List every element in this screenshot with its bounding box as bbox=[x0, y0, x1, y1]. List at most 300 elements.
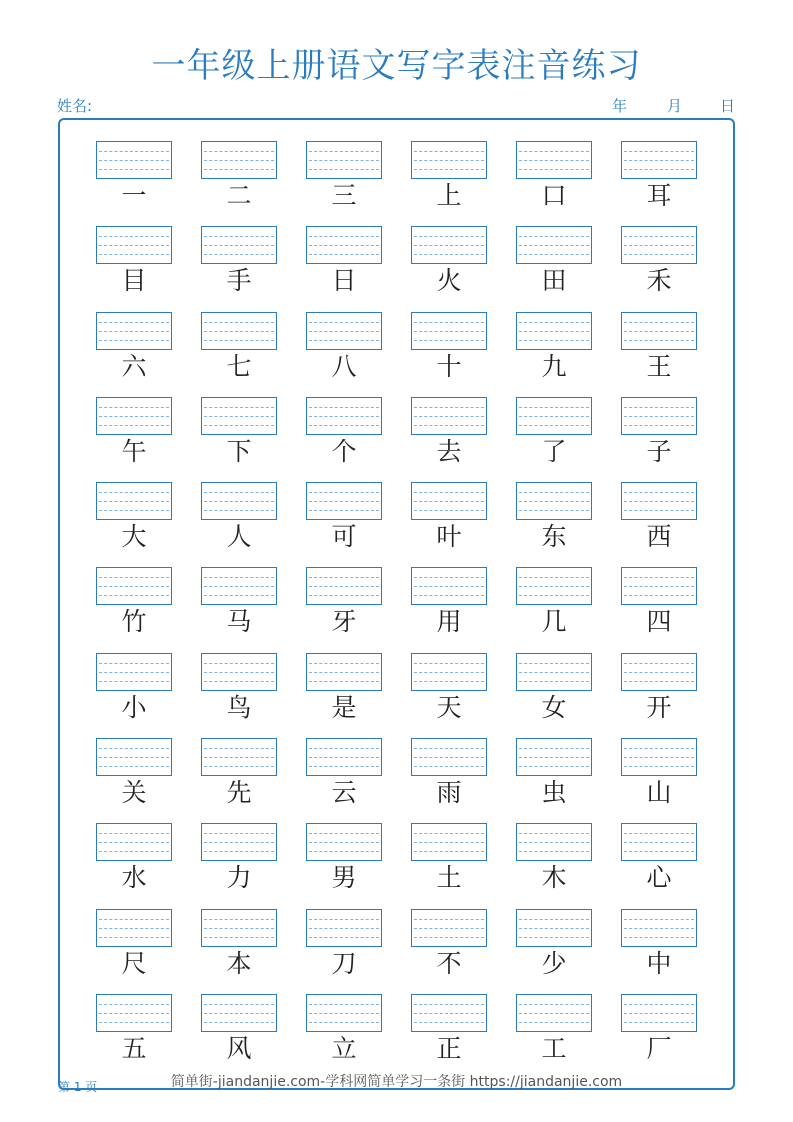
guide-line bbox=[204, 407, 274, 408]
guide-line bbox=[99, 322, 169, 323]
guide-line bbox=[624, 681, 694, 682]
character-cell bbox=[306, 567, 382, 639]
pinyin-writing-box[interactable] bbox=[411, 482, 487, 520]
character-cell bbox=[621, 141, 697, 213]
character-cell bbox=[201, 312, 277, 384]
pinyin-writing-box[interactable] bbox=[516, 653, 592, 691]
guide-line bbox=[99, 681, 169, 682]
guide-line bbox=[99, 833, 169, 834]
pinyin-writing-box[interactable] bbox=[201, 909, 277, 947]
character-cell bbox=[516, 141, 592, 213]
pinyin-writing-box[interactable] bbox=[96, 141, 172, 179]
pinyin-writing-box[interactable] bbox=[96, 653, 172, 691]
guide-line bbox=[99, 510, 169, 511]
character-cell bbox=[621, 312, 697, 384]
guide-line bbox=[414, 254, 484, 255]
guide-line bbox=[204, 1022, 274, 1023]
character-cell bbox=[96, 994, 172, 1066]
character-cell bbox=[201, 226, 277, 298]
chinese-character: 鸟 bbox=[226, 692, 252, 722]
guide-line bbox=[624, 595, 694, 596]
guide-line bbox=[414, 766, 484, 767]
guide-line bbox=[414, 425, 484, 426]
guide-line bbox=[624, 757, 694, 758]
pinyin-writing-box[interactable] bbox=[201, 823, 277, 861]
guide-line bbox=[624, 254, 694, 255]
guide-line bbox=[414, 151, 484, 152]
guide-line bbox=[519, 1004, 589, 1005]
pinyin-writing-box[interactable] bbox=[201, 141, 277, 179]
guide-line bbox=[624, 928, 694, 929]
pinyin-writing-box[interactable] bbox=[201, 653, 277, 691]
guide-line bbox=[99, 245, 169, 246]
pinyin-writing-box[interactable] bbox=[621, 909, 697, 947]
pinyin-writing-box[interactable] bbox=[306, 823, 382, 861]
guide-line bbox=[204, 1013, 274, 1014]
guide-line bbox=[519, 236, 589, 237]
chinese-character: 一 bbox=[121, 181, 147, 210]
chinese-character: 开 bbox=[646, 692, 672, 722]
character-cell bbox=[306, 312, 382, 384]
chinese-character: 禾 bbox=[646, 266, 672, 296]
guide-line bbox=[414, 663, 484, 664]
guide-line bbox=[519, 331, 589, 332]
guide-line bbox=[519, 595, 589, 596]
guide-line bbox=[624, 425, 694, 426]
guide-line bbox=[204, 672, 274, 673]
guide-line bbox=[624, 663, 694, 664]
guide-line bbox=[309, 151, 379, 152]
pinyin-writing-box[interactable] bbox=[411, 141, 487, 179]
name-label: 姓名: bbox=[57, 97, 93, 115]
pinyin-writing-box[interactable] bbox=[201, 567, 277, 605]
guide-line bbox=[414, 681, 484, 682]
pinyin-writing-box[interactable] bbox=[96, 994, 172, 1032]
guide-line bbox=[204, 416, 274, 417]
guide-line bbox=[99, 748, 169, 749]
chinese-character: 竹 bbox=[121, 607, 147, 637]
guide-line bbox=[519, 169, 589, 170]
guide-line bbox=[519, 160, 589, 161]
pinyin-writing-box[interactable] bbox=[96, 738, 172, 776]
guide-line bbox=[309, 833, 379, 834]
guide-line bbox=[99, 425, 169, 426]
character-cell bbox=[411, 226, 487, 298]
chinese-character: 是 bbox=[331, 692, 357, 722]
guide-line bbox=[309, 586, 379, 587]
character-cell bbox=[201, 994, 277, 1066]
guide-line bbox=[99, 236, 169, 237]
pinyin-writing-box[interactable] bbox=[306, 567, 382, 605]
pinyin-writing-box[interactable] bbox=[306, 226, 382, 264]
pinyin-writing-box[interactable] bbox=[306, 909, 382, 947]
guide-line bbox=[309, 757, 379, 758]
pinyin-writing-box[interactable] bbox=[516, 312, 592, 350]
chinese-character: 叶 bbox=[436, 522, 462, 552]
chinese-character: 立 bbox=[331, 1033, 357, 1063]
character-cell bbox=[411, 994, 487, 1066]
character-cell bbox=[621, 823, 697, 895]
character-cell bbox=[96, 226, 172, 298]
character-cell bbox=[201, 397, 277, 469]
chinese-character: 力 bbox=[226, 863, 252, 893]
pinyin-writing-box[interactable] bbox=[516, 909, 592, 947]
guide-line bbox=[519, 833, 589, 834]
guide-line bbox=[99, 416, 169, 417]
guide-line bbox=[519, 1022, 589, 1023]
guide-line bbox=[519, 245, 589, 246]
guide-line bbox=[519, 151, 589, 152]
guide-line bbox=[204, 757, 274, 758]
guide-line bbox=[519, 681, 589, 682]
character-cell bbox=[411, 909, 487, 981]
chinese-character: 口 bbox=[541, 181, 567, 210]
guide-line bbox=[414, 757, 484, 758]
guide-line bbox=[624, 577, 694, 578]
pinyin-writing-box[interactable] bbox=[411, 994, 487, 1032]
guide-line bbox=[624, 245, 694, 246]
guide-line bbox=[624, 1022, 694, 1023]
guide-line bbox=[204, 254, 274, 255]
guide-line bbox=[624, 748, 694, 749]
chinese-character: 十 bbox=[436, 351, 462, 381]
character-cell bbox=[96, 909, 172, 981]
guide-line bbox=[624, 937, 694, 938]
guide-line bbox=[519, 766, 589, 767]
guide-line bbox=[204, 833, 274, 834]
pinyin-writing-box[interactable] bbox=[306, 653, 382, 691]
character-cell bbox=[411, 738, 487, 810]
guide-line bbox=[309, 919, 379, 920]
guide-line bbox=[309, 322, 379, 323]
guide-line bbox=[309, 1022, 379, 1023]
guide-line bbox=[99, 663, 169, 664]
character-grid bbox=[96, 141, 697, 1066]
chinese-character: 用 bbox=[436, 607, 462, 637]
guide-line bbox=[519, 937, 589, 938]
character-cell bbox=[516, 738, 592, 810]
chinese-character: 牙 bbox=[331, 607, 357, 637]
guide-line bbox=[624, 1013, 694, 1014]
guide-line bbox=[309, 510, 379, 511]
pinyin-writing-box[interactable] bbox=[306, 482, 382, 520]
guide-line bbox=[624, 672, 694, 673]
chinese-character: 手 bbox=[226, 266, 252, 296]
character-cell bbox=[516, 823, 592, 895]
chinese-character: 小 bbox=[121, 692, 147, 722]
guide-line bbox=[204, 681, 274, 682]
guide-line bbox=[204, 151, 274, 152]
character-cell bbox=[411, 312, 487, 384]
guide-line bbox=[309, 842, 379, 843]
guide-line bbox=[414, 416, 484, 417]
pinyin-writing-box[interactable] bbox=[411, 653, 487, 691]
character-cell bbox=[621, 567, 697, 639]
guide-line bbox=[519, 748, 589, 749]
character-cell bbox=[411, 823, 487, 895]
guide-line bbox=[624, 833, 694, 834]
chinese-character: 火 bbox=[436, 266, 462, 296]
guide-line bbox=[624, 331, 694, 332]
pinyin-writing-box[interactable] bbox=[621, 653, 697, 691]
guide-line bbox=[99, 169, 169, 170]
pinyin-writing-box[interactable] bbox=[411, 226, 487, 264]
guide-line bbox=[309, 1004, 379, 1005]
character-cell bbox=[516, 312, 592, 384]
pinyin-writing-box[interactable] bbox=[96, 909, 172, 947]
chinese-character: 风 bbox=[226, 1033, 252, 1063]
chinese-character: 心 bbox=[646, 863, 672, 893]
chinese-character: 上 bbox=[436, 181, 462, 210]
chinese-character: 八 bbox=[331, 351, 357, 381]
guide-line bbox=[624, 510, 694, 511]
guide-line bbox=[414, 937, 484, 938]
chinese-character: 三 bbox=[331, 181, 357, 210]
guide-line bbox=[204, 586, 274, 587]
guide-line bbox=[519, 851, 589, 852]
guide-line bbox=[99, 1013, 169, 1014]
pinyin-writing-box[interactable] bbox=[621, 994, 697, 1032]
guide-line bbox=[204, 236, 274, 237]
guide-line bbox=[624, 492, 694, 493]
chinese-character: 子 bbox=[646, 436, 672, 466]
chinese-character: 刀 bbox=[331, 948, 357, 978]
character-cell bbox=[306, 226, 382, 298]
pinyin-writing-box[interactable] bbox=[516, 994, 592, 1032]
guide-line bbox=[414, 748, 484, 749]
chinese-character: 田 bbox=[541, 266, 567, 296]
chinese-character: 女 bbox=[541, 692, 567, 722]
guide-line bbox=[309, 766, 379, 767]
pinyin-writing-box[interactable] bbox=[516, 397, 592, 435]
guide-line bbox=[519, 407, 589, 408]
guide-line bbox=[99, 1022, 169, 1023]
chinese-character: 东 bbox=[541, 522, 567, 552]
guide-line bbox=[414, 236, 484, 237]
character-cell bbox=[201, 823, 277, 895]
chinese-character: 目 bbox=[121, 266, 147, 296]
pinyin-writing-box[interactable] bbox=[621, 567, 697, 605]
guide-line bbox=[99, 919, 169, 920]
chinese-character: 山 bbox=[646, 778, 672, 808]
character-cell bbox=[411, 397, 487, 469]
pinyin-writing-box[interactable] bbox=[516, 226, 592, 264]
character-cell bbox=[96, 482, 172, 554]
guide-line bbox=[204, 322, 274, 323]
pinyin-writing-box[interactable] bbox=[96, 823, 172, 861]
guide-line bbox=[624, 501, 694, 502]
guide-line bbox=[99, 757, 169, 758]
chinese-character: 四 bbox=[646, 607, 672, 637]
pinyin-writing-box[interactable] bbox=[621, 312, 697, 350]
guide-line bbox=[309, 937, 379, 938]
guide-line bbox=[309, 595, 379, 596]
guide-line bbox=[519, 919, 589, 920]
character-cell bbox=[96, 312, 172, 384]
guide-line bbox=[309, 407, 379, 408]
guide-line bbox=[414, 501, 484, 502]
guide-line bbox=[309, 425, 379, 426]
guide-line bbox=[204, 842, 274, 843]
pinyin-writing-box[interactable] bbox=[621, 226, 697, 264]
pinyin-writing-box[interactable] bbox=[411, 312, 487, 350]
pinyin-writing-box[interactable] bbox=[621, 823, 697, 861]
pinyin-writing-box[interactable] bbox=[306, 738, 382, 776]
chinese-character: 关 bbox=[121, 778, 147, 808]
guide-line bbox=[99, 595, 169, 596]
guide-line bbox=[99, 937, 169, 938]
guide-line bbox=[99, 501, 169, 502]
guide-line bbox=[309, 501, 379, 502]
chinese-character: 中 bbox=[646, 948, 672, 978]
pinyin-writing-box[interactable] bbox=[621, 141, 697, 179]
guide-line bbox=[204, 425, 274, 426]
character-cell bbox=[306, 738, 382, 810]
guide-line bbox=[309, 245, 379, 246]
guide-line bbox=[99, 340, 169, 341]
guide-line bbox=[624, 851, 694, 852]
chinese-character: 厂 bbox=[646, 1033, 672, 1063]
guide-line bbox=[414, 919, 484, 920]
pinyin-writing-box[interactable] bbox=[306, 994, 382, 1032]
pinyin-writing-box[interactable] bbox=[411, 567, 487, 605]
character-cell bbox=[621, 482, 697, 554]
guide-line bbox=[624, 340, 694, 341]
chinese-character: 雨 bbox=[436, 778, 462, 808]
guide-line bbox=[309, 492, 379, 493]
guide-line bbox=[414, 245, 484, 246]
guide-line bbox=[99, 407, 169, 408]
guide-line bbox=[309, 160, 379, 161]
pinyin-writing-box[interactable] bbox=[516, 738, 592, 776]
guide-line bbox=[624, 842, 694, 843]
guide-line bbox=[99, 160, 169, 161]
guide-line bbox=[204, 492, 274, 493]
guide-line bbox=[204, 340, 274, 341]
guide-line bbox=[414, 1022, 484, 1023]
guide-line bbox=[624, 160, 694, 161]
guide-line bbox=[414, 833, 484, 834]
chinese-character: 五 bbox=[121, 1033, 147, 1063]
chinese-character: 云 bbox=[331, 778, 357, 808]
pinyin-writing-box[interactable] bbox=[201, 738, 277, 776]
guide-line bbox=[624, 236, 694, 237]
guide-line bbox=[204, 510, 274, 511]
character-cell bbox=[516, 397, 592, 469]
character-cell bbox=[411, 141, 487, 213]
guide-line bbox=[414, 169, 484, 170]
guide-line bbox=[414, 322, 484, 323]
guide-line bbox=[624, 151, 694, 152]
guide-line bbox=[99, 672, 169, 673]
guide-line bbox=[204, 501, 274, 502]
chinese-character: 王 bbox=[646, 351, 672, 381]
guide-line bbox=[519, 672, 589, 673]
pinyin-writing-box[interactable] bbox=[411, 397, 487, 435]
guide-line bbox=[414, 672, 484, 673]
chinese-character: 不 bbox=[436, 948, 462, 978]
chinese-character: 六 bbox=[121, 351, 147, 381]
character-cell bbox=[411, 653, 487, 725]
guide-line bbox=[519, 340, 589, 341]
guide-line bbox=[414, 340, 484, 341]
pinyin-writing-box[interactable] bbox=[201, 226, 277, 264]
pinyin-writing-box[interactable] bbox=[621, 397, 697, 435]
pinyin-writing-box[interactable] bbox=[96, 482, 172, 520]
character-cell bbox=[516, 909, 592, 981]
pinyin-writing-box[interactable] bbox=[516, 482, 592, 520]
guide-line bbox=[414, 492, 484, 493]
guide-line bbox=[414, 510, 484, 511]
guide-line bbox=[204, 1004, 274, 1005]
guide-line bbox=[204, 160, 274, 161]
pinyin-writing-box[interactable] bbox=[516, 567, 592, 605]
guide-line bbox=[519, 425, 589, 426]
character-cell bbox=[621, 397, 697, 469]
chinese-character: 人 bbox=[226, 522, 252, 552]
pinyin-writing-box[interactable] bbox=[96, 397, 172, 435]
character-cell bbox=[516, 482, 592, 554]
guide-line bbox=[309, 236, 379, 237]
guide-line bbox=[204, 919, 274, 920]
chinese-character: 马 bbox=[226, 607, 252, 637]
chinese-character: 可 bbox=[331, 522, 357, 552]
guide-line bbox=[309, 577, 379, 578]
guide-line bbox=[414, 331, 484, 332]
pinyin-writing-box[interactable] bbox=[306, 141, 382, 179]
guide-line bbox=[204, 766, 274, 767]
guide-line bbox=[204, 937, 274, 938]
guide-line bbox=[414, 577, 484, 578]
pinyin-writing-box[interactable] bbox=[201, 994, 277, 1032]
chinese-character: 九 bbox=[541, 351, 567, 381]
page-title: 一年级上册语文写字表注音练习 bbox=[151, 46, 642, 86]
pinyin-writing-box[interactable] bbox=[306, 397, 382, 435]
guide-line bbox=[309, 663, 379, 664]
chinese-character: 土 bbox=[436, 863, 462, 893]
pinyin-writing-box[interactable] bbox=[201, 397, 277, 435]
character-cell bbox=[411, 482, 487, 554]
guide-line bbox=[309, 681, 379, 682]
pinyin-writing-box[interactable] bbox=[621, 738, 697, 776]
pinyin-writing-box[interactable] bbox=[306, 312, 382, 350]
pinyin-writing-box[interactable] bbox=[411, 738, 487, 776]
pinyin-writing-box[interactable] bbox=[96, 312, 172, 350]
chinese-character: 尺 bbox=[121, 948, 147, 978]
character-cell bbox=[621, 994, 697, 1066]
pinyin-writing-box[interactable] bbox=[96, 567, 172, 605]
pinyin-writing-box[interactable] bbox=[411, 909, 487, 947]
pinyin-writing-box[interactable] bbox=[96, 226, 172, 264]
chinese-character: 午 bbox=[121, 436, 147, 466]
guide-line bbox=[99, 766, 169, 767]
character-cell bbox=[201, 653, 277, 725]
character-cell bbox=[306, 823, 382, 895]
pinyin-writing-box[interactable] bbox=[516, 823, 592, 861]
page-number: 第 1 页 bbox=[58, 1080, 98, 1094]
character-cell bbox=[516, 567, 592, 639]
pinyin-writing-box[interactable] bbox=[516, 141, 592, 179]
pinyin-writing-box[interactable] bbox=[201, 312, 277, 350]
guide-line bbox=[309, 672, 379, 673]
pinyin-writing-box[interactable] bbox=[411, 823, 487, 861]
character-cell bbox=[621, 653, 697, 725]
pinyin-writing-box[interactable] bbox=[621, 482, 697, 520]
chinese-character: 几 bbox=[541, 607, 567, 637]
pinyin-writing-box[interactable] bbox=[201, 482, 277, 520]
chinese-character: 虫 bbox=[541, 778, 567, 808]
guide-line bbox=[99, 254, 169, 255]
